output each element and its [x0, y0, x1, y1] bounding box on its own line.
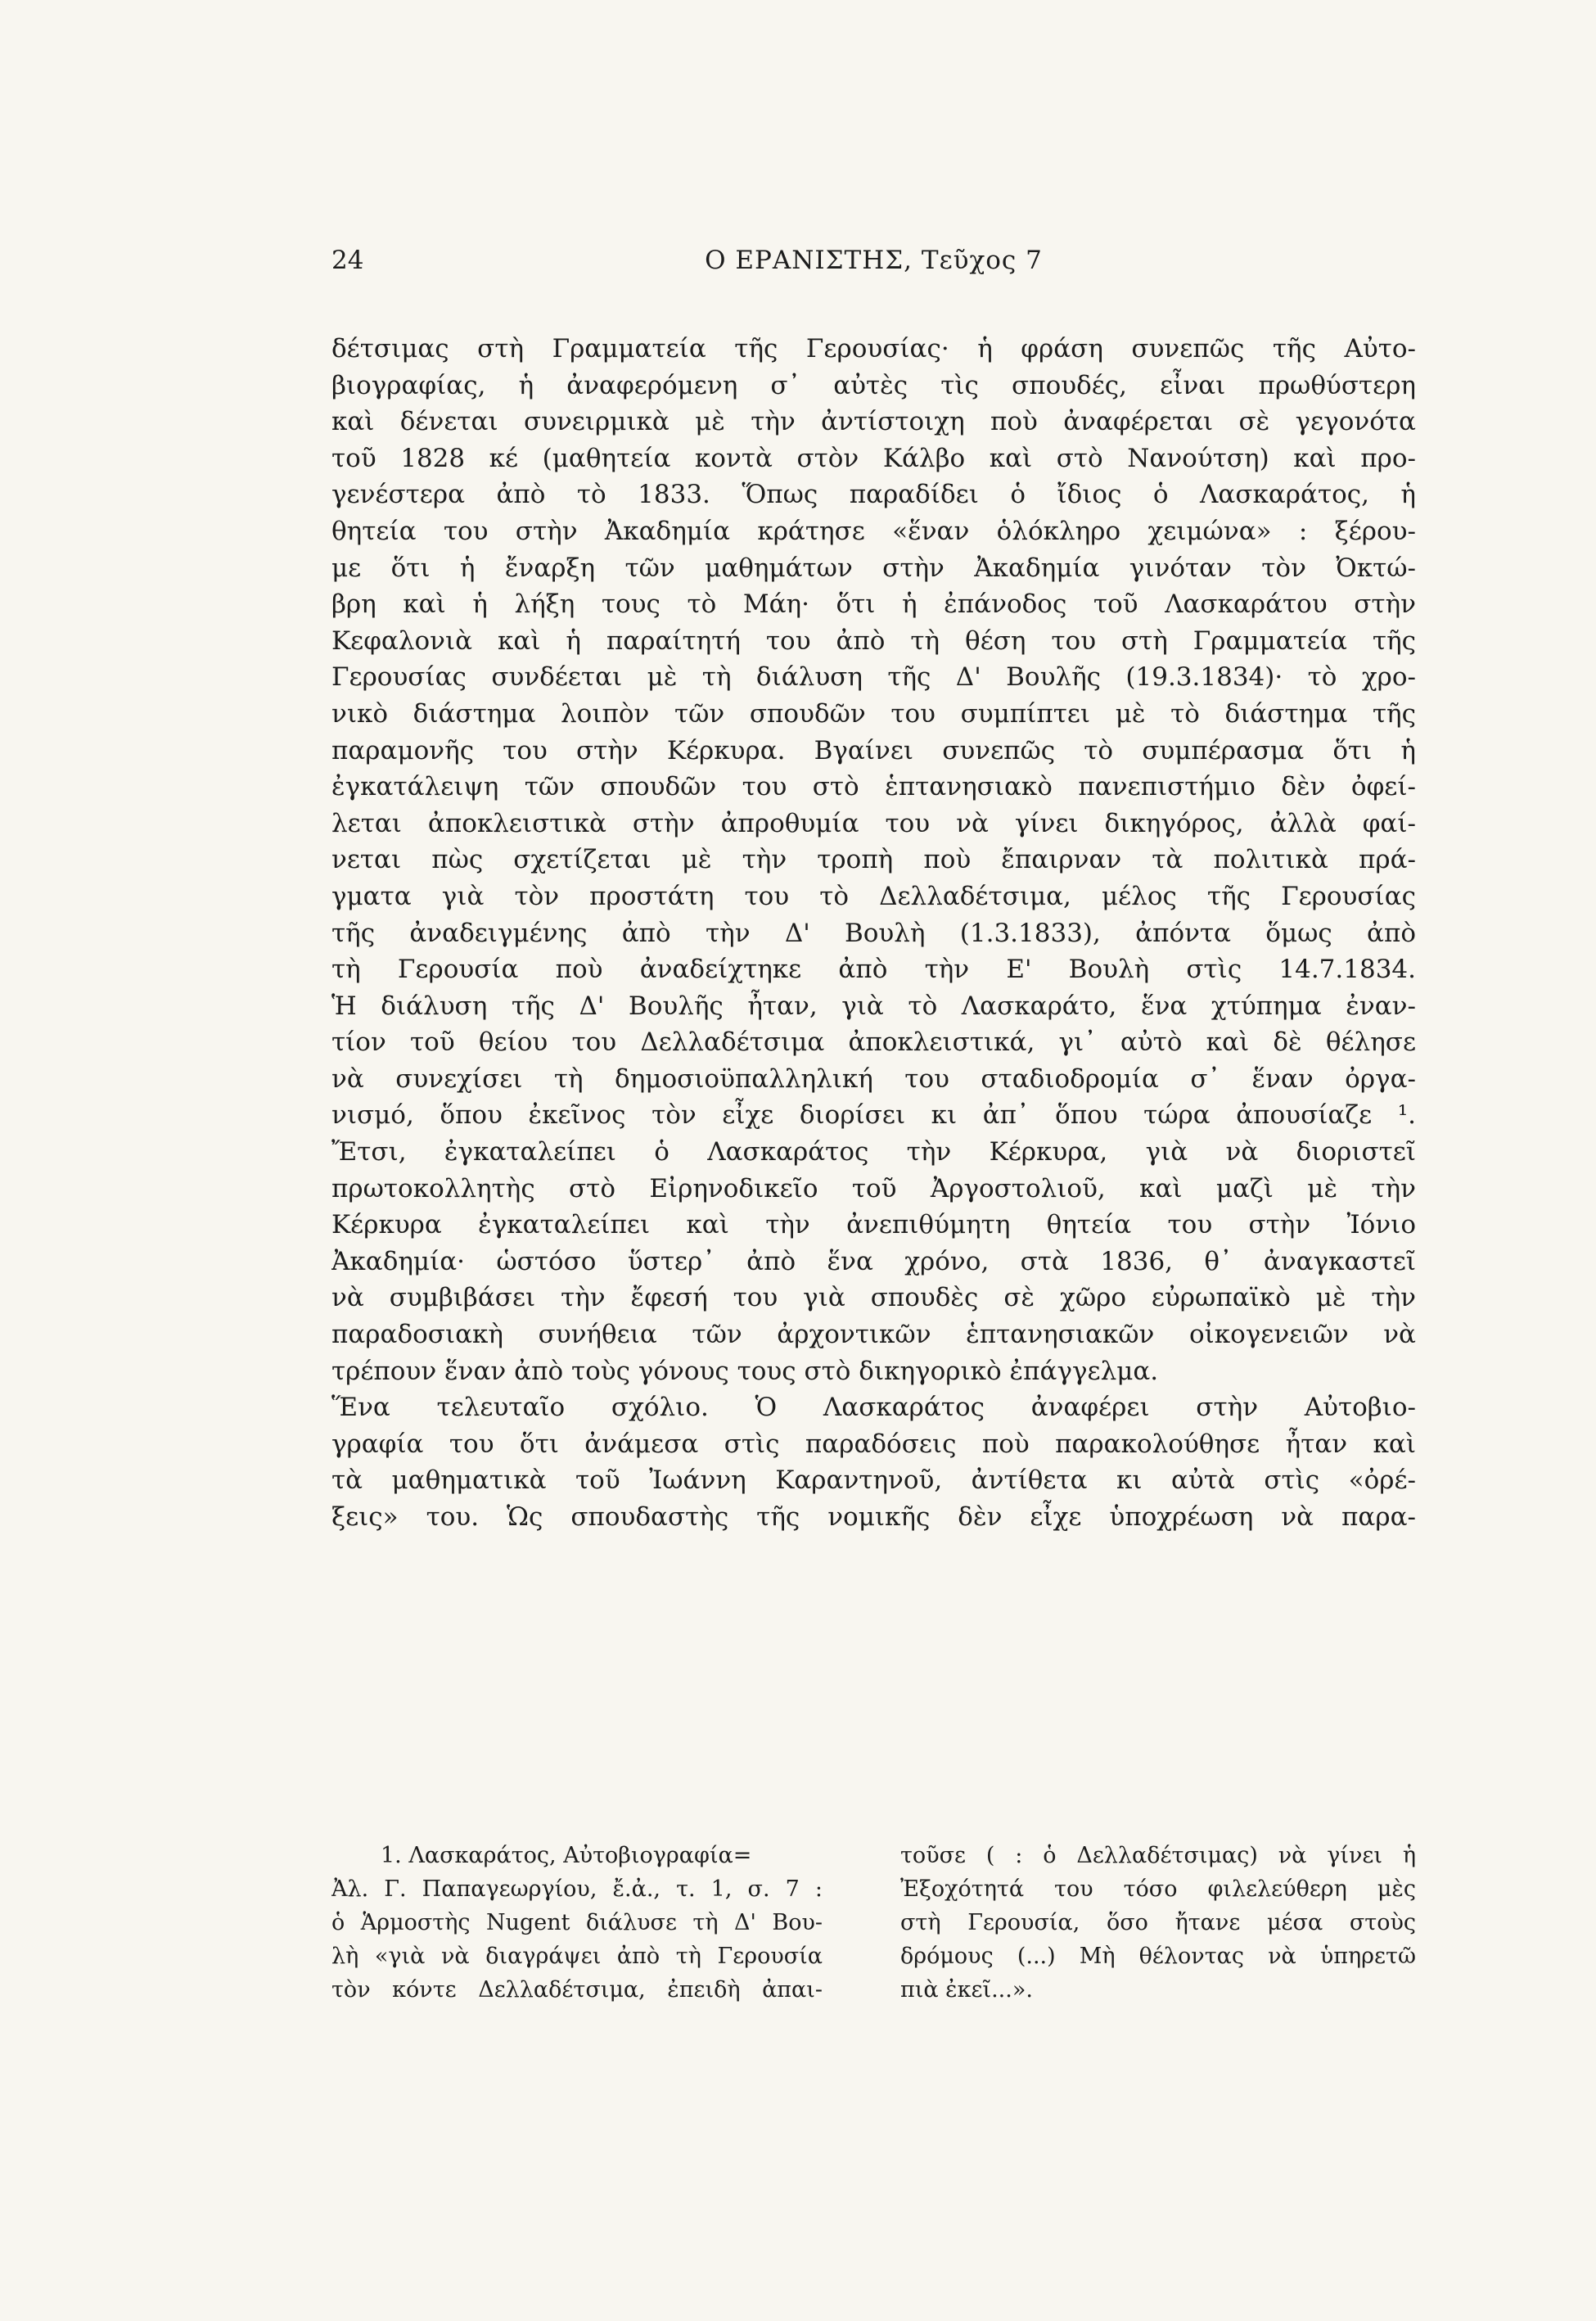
text-line: θητεία του στὴν Ἀκαδημία κράτησε «ἕναν ὁλόκληρο χειμώνα» : ξέρου- — [331, 516, 1416, 546]
text-line: νὰ συμβιβάσει τὴν ἔφεσή του γιὰ σπουδὲς σὲ χῶρο εὐρωπαϊκὸ μὲ τὴν — [331, 1283, 1416, 1313]
text-line: Ἔτσι, ἐγκαταλείπει ὁ Λασκαράτος τὴν Κέρκυρα, γιὰ νὰ διοριστεῖ — [331, 1137, 1416, 1167]
text-line: παραδοσιακὴ συνήθεια τῶν ἀρχοντικῶν ἑπτανησιακῶν οἰκογενειῶν νὰ — [331, 1320, 1416, 1350]
page-number: 24 — [331, 246, 364, 275]
text-line: Ἡ διάλυση τῆς Δ' Βουλῆς ἦταν, γιὰ τὸ Λασκαράτο, ἕνα χτύπημα ἐναν- — [331, 991, 1416, 1021]
text-line: Ἀκαδημία· ὡστόσο ὕστερ᾿ ἀπὸ ἕνα χρόνο, στὰ 1836, θ᾿ ἀναγκαστεῖ — [331, 1246, 1416, 1276]
text-line: ξεις» του. Ὡς σπουδαστὴς τῆς νομικῆς δὲν εἶχε ὑποχρέωση νὰ παρα- — [331, 1502, 1416, 1532]
text-line: λεται ἀποκλειστικὰ στὴν ἀπροθυμία του νὰ γίνει δικηγόρος, ἀλλὰ φαί- — [331, 808, 1416, 838]
footnotes — [331, 1839, 1416, 2035]
text-line: με ὅτι ἡ ἔναρξη τῶν μαθημάτων στὴν Ἀκαδημία γινόταν τὸν Ὀκτώ- — [331, 553, 1416, 583]
text-line: γματα γιὰ τὸν προστάτη του τὸ Δελλαδέτσιμα, μέλος τῆς Γερουσίας — [331, 881, 1416, 911]
footnote-column-left — [331, 1839, 823, 2007]
text-line: τίον τοῦ θείου του Δελλαδέτσιμα ἀποκλειστικά, γι᾿ αὐτὸ καὶ δὲ θέλησε — [331, 1027, 1416, 1058]
text-line: νικὸ διάστημα λοιπὸν τῶν σπουδῶν του συμπίπτει μὲ τὸ διάστημα τῆς — [331, 698, 1416, 729]
text-line: τοῦ 1828 κέ (μαθητεία κοντὰ στὸν Κάλβο καὶ στὸ Νανούτση) καὶ προ- — [331, 443, 1416, 473]
text-line: Γερουσίας συνδέεται μὲ τὴ διάλυση τῆς Δ' Βουλῆς (19.3.1834)· τὸ χρο- — [331, 662, 1416, 693]
footnote-line: στὴ Γερουσία, ὅσο ἤτανε μέσα στοὺς — [900, 1910, 1416, 1935]
footnote-line: ὁ Ἁρμοστὴς Nugent διάλυσε τὴ Δ' Βου- — [331, 1910, 823, 1935]
text-line: καὶ δένεται συνειρμικὰ μὲ τὴν ἀντίστοιχη ποὺ ἀναφέρεται σὲ γεγονότα — [331, 407, 1416, 437]
text-line: νισμό, ὅπου ἐκεῖνος τὸν εἶχε διορίσει κι ἀπ᾿ ὅπου τώρα ἀπουσίαζε ¹. — [331, 1100, 1416, 1131]
footnote-column-right — [900, 1839, 1416, 2007]
text-line: τὴ Γερουσία ποὺ ἀναδείχτηκε ἀπὸ τὴν Ε' Βουλὴ στὶς 14.7.1834. — [331, 955, 1416, 985]
footnote-line: δρόμους (...) Μὴ θέλοντας νὰ ὑπηρετῶ — [900, 1944, 1416, 1969]
page-header — [331, 246, 1416, 287]
text-line: τρέπουν ἕναν ἀπὸ τοὺς γόνους τους στὸ δικηγορικὸ ἐπάγγελμα. — [331, 1356, 1159, 1386]
footnote-line: τὸν κόντε Δελλαδέτσιμα, ἐπειδὴ ἀπαι- — [331, 1977, 823, 2003]
running-head: Ο ΕΡΑΝΙΣΤΗΣ, Τεῦχος 7 — [705, 246, 1043, 275]
footnote-line: τοῦσε ( : ὁ Δελλαδέτσιμας) νὰ γίνει ἡ — [900, 1843, 1416, 1868]
text-line: Κέρκυρα ἐγκαταλείπει καὶ τὴν ἀνεπιθύμητη θητεία του στὴν Ἰόνιο — [331, 1210, 1416, 1240]
text-line: τῆς ἀναδειγμένης ἀπὸ τὴν Δ' Βουλὴ (1.3.1833), ἀπόντα ὅμως ἀπὸ — [331, 918, 1416, 948]
footnote-line: λὴ «γιὰ νὰ διαγράψει ἀπὸ τὴ Γερουσία — [331, 1944, 823, 1969]
text-line: βιογραφίας, ἡ ἀναφερόμενη σ᾿ αὐτὲς τὶς σπουδές, εἶναι πρωθύστερη — [331, 370, 1416, 400]
text-line: νὰ συνεχίσει τὴ δημοσιοϋπαλληλική του σταδιοδρομία σ᾿ ἕναν ὀργα- — [331, 1063, 1416, 1094]
body-text — [331, 331, 1416, 1536]
text-line: Κεφαλονιὰ καὶ ἡ παραίτητή του ἀπὸ τὴ θέση του στὴ Γραμματεία τῆς — [331, 625, 1416, 656]
text-line: δέτσιμας στὴ Γραμματεία τῆς Γερουσίας· ἡ φράση συνεπῶς τῆς Αὐτο- — [331, 334, 1416, 364]
text-line: γραφία του ὅτι ἀνάμεσα στὶς παραδόσεις ποὺ παρακολούθησε ἦταν καὶ — [331, 1429, 1416, 1459]
text-line: Ἕνα τελευταῖο σχόλιο. Ὁ Λασκαράτος ἀναφέρει στὴν Αὐτοβιο- — [331, 1393, 1416, 1423]
footnote-line: 1. Λασκαράτος, Αὐτοβιογραφία= — [381, 1843, 752, 1868]
footnote-line: πιὰ ἐκεῖ...». — [900, 1977, 1033, 2003]
footnote-line: Ἐξοχότητά του τόσο φιλελεύθερη μὲς — [900, 1876, 1416, 1902]
text-line: βρη καὶ ἡ λήξη τους τὸ Μάη· ὅτι ἡ ἐπάνοδος τοῦ Λασκαράτου στὴν — [331, 589, 1416, 620]
text-line: παραμονῆς του στὴν Κέρκυρα. Βγαίνει συνεπῶς τὸ συμπέρασμα ὅτι ἡ — [331, 735, 1416, 765]
text-line: τὰ μαθηματικὰ τοῦ Ἰωάννη Καραντηνοῦ, ἀντίθετα κι αὐτὰ στὶς «ὀρέ- — [331, 1465, 1416, 1496]
text-line: νεται πὼς σχετίζεται μὲ τὴν τροπὴ ποὺ ἔπαιρναν τὰ πολιτικὰ πρά- — [331, 845, 1416, 875]
footnote-line: Ἀλ. Γ. Παπαγεωργίου, ἔ.ἀ., τ. 1, σ. 7 : — [331, 1876, 823, 1902]
text-line: ἐγκατάλειψη τῶν σπουδῶν του στὸ ἑπτανησιακὸ πανεπιστήμιο δὲν ὀφεί- — [331, 772, 1416, 802]
text-line: γενέστερα ἀπὸ τὸ 1833. Ὅπως παραδίδει ὁ ἴδιος ὁ Λασκαράτος, ἡ — [331, 480, 1416, 510]
text-line: πρωτοκολλητὴς στὸ Εἰρηνοδικεῖο τοῦ Ἀργοστολιοῦ, καὶ μαζὶ μὲ τὴν — [331, 1173, 1416, 1203]
